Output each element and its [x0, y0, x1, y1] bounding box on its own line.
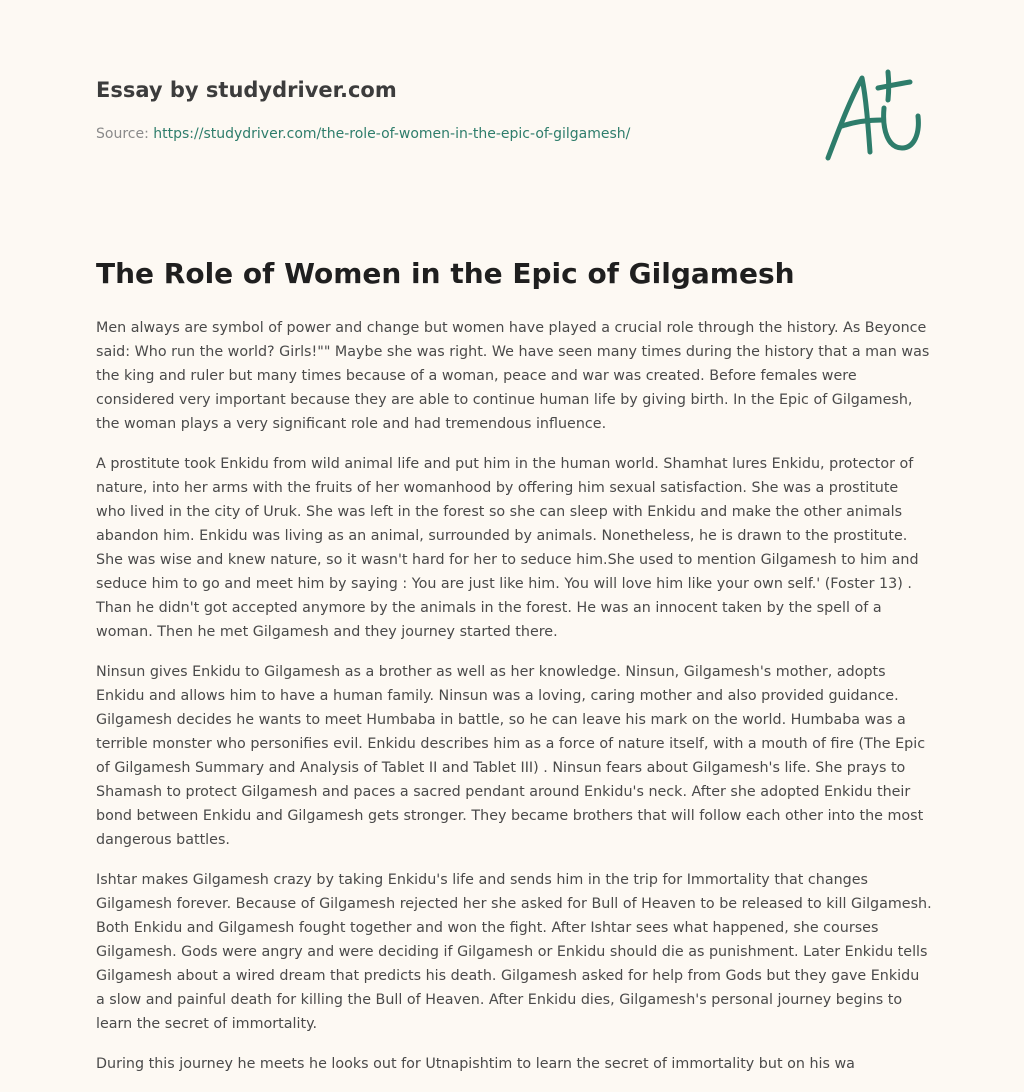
essay-paragraph: Ninsun gives Enkidu to Gilgamesh as a brother as well as her knowledge. Ninsun, Gilgamesh's mother, adopts Enkidu and allows him to have a human family. Ninsun was a loving, caring mother and also provided guidance. Gilgamesh decides he wants to meet Humbaba in battle, so he can leave his mark on the world. Humbaba was a terrible monster who personifies evil. Enkidu describes him as a force of nature itself, with a mouth of fire (The Epic of Gilgamesh Summary and Analysis of Tablet II and Tablet III) . Ninsun fears about Gilgamesh's life. She prays to Shamash to protect Gilgamesh and paces a sacred pendant around Enkidu's neck. After she adopted Enkidu their bond between Enkidu and Gilgamesh gets stronger. They became brothers that will follow each other into the most dangerous battles. — [96, 664, 926, 848]
a-plus-handwritten-icon — [822, 68, 926, 164]
page-header — [96, 76, 796, 144]
source-link[interactable]: https://studydriver.com/the-role-of-women-in-the-epic-of-gilgamesh/ — [153, 126, 631, 142]
essay-paragraph: A prostitute took Enkidu from wild animal life and put him in the human world. Shamhat lures Enkidu, protector of nature, into her arms with the fruits of her womanhood by offering him sexual satisfaction. She was a prostitute who lived in the city of Uruk. She was left in the forest so she can sleep with Enkidu and make the other animals abandon him. Enkidu was living as an animal, surrounded by animals. Nonetheless, he is drawn to the prostitute. She was wise and knew nature, so it wasn't hard for her to seduce him.She used to mention Gilgamesh to him and seduce him to go and meet him by saying : You are just like him. You will love him like your own self.' (Foster 13) . Than he didn't got accepted anymore by the animals in the forest. He was an innocent taken by the spell of a woman. Then he met Gilgamesh and they journey started there. — [96, 456, 919, 640]
brand-heading: Essay by studydriver.com — [96, 78, 397, 102]
essay-paragraph: During this journey he meets he looks out for Utnapishtim to learn the secret of immortality but on his wa — [96, 1056, 855, 1072]
source-label: Source: — [96, 126, 154, 142]
essay-paragraph: Men always are symbol of power and change but women have played a crucial role through the history. As Beyonce said: Who run the world? Girls!"" Maybe she was right. We have seen many times during the history that a man was the king and ruler but many times because of a woman, peace and war was created. Before females were considered very important because they are able to continue human life by giving birth. In the Epic of Gilgamesh, the woman plays a very significant role and had tremendous influence. — [96, 320, 930, 432]
source-line — [96, 124, 796, 144]
essay-title: The Role of Women in the Epic of Gilgamesh — [96, 257, 795, 290]
essay-paragraph: Ishtar makes Gilgamesh crazy by taking Enkidu's life and sends him in the trip for Immortality that changes Gilgamesh forever. Because of Gilgamesh rejected her she asked for Bull of Heaven to be released to kill Gilgamesh. Both Enkidu and Gilgamesh fought together and won the fight. After Ishtar sees what happened, she courses Gilgamesh. Gods were angry and were deciding if Gilgamesh or Enkidu should die as punishment. Later Enkidu tells Gilgamesh about a wired dream that predicts his death. Gilgamesh asked for help from Gods but they gave Enkidu a slow and painful death for killing the Bull of Heaven. After Enkidu dies, Gilgamesh's personal journey begins to learn the secret of immortality. — [96, 872, 932, 1032]
essay-body — [96, 316, 932, 1092]
